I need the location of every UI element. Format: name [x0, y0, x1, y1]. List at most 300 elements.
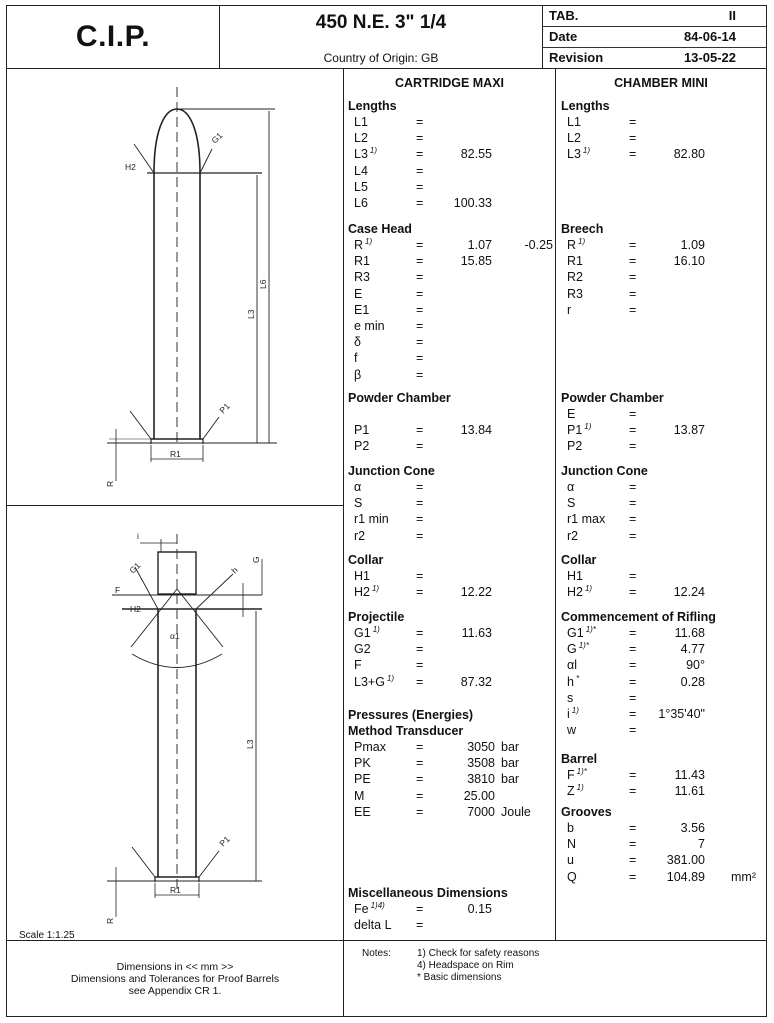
spec-name	[354, 626, 380, 640]
spec-symbol: G2	[354, 642, 371, 657]
spec-row	[561, 423, 766, 439]
spec-value: 11.61	[674, 784, 705, 799]
equals-sign: =	[416, 367, 424, 382]
spec-row	[561, 270, 766, 286]
spec-symbol: e min	[354, 319, 385, 333]
spec-value: 4.77	[680, 642, 705, 657]
spec-name	[354, 115, 368, 129]
equals-sign: =	[629, 270, 637, 285]
spec-value: 13.84	[460, 423, 492, 437]
footnote-ref: 1)	[365, 237, 373, 246]
spec-name	[354, 918, 392, 932]
spec-symbol: P1	[567, 423, 583, 438]
chamber-title: CHAMBER MINI	[614, 76, 708, 90]
spec-name	[567, 287, 583, 301]
spec-row	[561, 115, 766, 131]
spec-symbol: L6	[354, 196, 368, 210]
spec-row	[348, 805, 555, 821]
spec-name	[567, 723, 576, 737]
spec-value: 3.56	[680, 821, 705, 835]
equals-sign: =	[629, 690, 637, 705]
label-h: h	[229, 564, 240, 576]
equals-sign: =	[629, 512, 637, 527]
spec-row	[561, 837, 766, 853]
equals-sign: =	[629, 853, 637, 868]
spec-row	[561, 569, 766, 585]
equals-sign: =	[416, 351, 424, 366]
equals-sign: =	[416, 918, 424, 933]
footnote-ref: 1)	[576, 783, 584, 793]
cartridge-title: CARTRIDGE MAXI	[394, 76, 505, 90]
spec-name	[354, 351, 357, 365]
spec-row	[561, 407, 766, 423]
spec-symbol: L1	[354, 115, 368, 129]
spec-value: 100.33	[453, 196, 492, 210]
equals-sign: =	[629, 784, 637, 799]
chamber-junction-cone-heading: Junction Cone	[561, 464, 648, 478]
equals-sign: =	[629, 302, 637, 317]
spec-name	[567, 707, 579, 721]
equals-sign: =	[416, 254, 424, 269]
spec-name	[354, 254, 370, 268]
spec-name	[567, 115, 581, 129]
footnote-ref: 1)	[369, 146, 378, 156]
date-value: 84-06-14	[683, 29, 736, 44]
spec-symbol: L2	[354, 131, 368, 146]
spec-value: 381.00	[666, 853, 705, 868]
spec-symbol: L2	[567, 131, 581, 146]
spec-row	[561, 496, 766, 512]
spec-row	[561, 131, 766, 147]
label-h2-lower: H2	[130, 604, 141, 614]
spec-row	[348, 147, 555, 163]
spec-symbol: h	[567, 674, 574, 689]
spec-name	[567, 569, 583, 583]
spec-row	[561, 658, 766, 674]
spec-name	[354, 756, 371, 770]
label-r1-lower: R1	[170, 885, 181, 895]
spec-value: 82.80	[673, 147, 705, 162]
equals-sign: =	[416, 496, 424, 511]
spec-symbol: L3	[567, 147, 581, 162]
label-gy: G1	[127, 560, 143, 576]
cip-data-sheet	[6, 5, 767, 1017]
spec-symbol: r	[567, 302, 572, 317]
spec-row	[561, 784, 766, 800]
equals-sign: =	[416, 528, 424, 543]
spec-name	[354, 512, 389, 526]
equals-sign: =	[629, 768, 637, 782]
spec-row	[561, 439, 766, 455]
spec-name	[354, 789, 364, 803]
spec-name	[354, 569, 370, 583]
spec-row	[348, 238, 555, 254]
spec-value: 7000	[467, 804, 495, 819]
cartridge-case-head-heading: Case Head	[348, 222, 412, 236]
footer-dimensions-note	[7, 961, 343, 997]
cartridge-method-heading: Method Transducer	[348, 724, 464, 738]
equals-sign: =	[416, 147, 424, 162]
equals-sign: =	[629, 674, 637, 689]
equals-sign: =	[416, 740, 424, 754]
spec-value: 1.07	[467, 238, 492, 252]
equals-sign: =	[629, 869, 637, 884]
equals-sign: =	[416, 423, 424, 437]
spec-value: 87.32	[460, 674, 492, 689]
spec-row	[561, 512, 766, 528]
label-h2: H2	[125, 162, 136, 172]
cartridge-collar-heading: Collar	[348, 553, 384, 567]
spec-symbol: αl	[567, 658, 578, 673]
label-p1: P1	[217, 400, 232, 416]
spec-name	[354, 319, 385, 333]
spec-value: 3050	[467, 740, 495, 754]
spec-symbol: u	[567, 853, 574, 868]
equals-sign: =	[629, 569, 637, 583]
spec-row	[348, 423, 555, 439]
spec-value: 12.24	[673, 585, 705, 600]
equals-sign: =	[416, 131, 424, 146]
spec-symbol: L1	[567, 115, 581, 129]
spec-row	[348, 642, 555, 658]
spec-row	[348, 351, 555, 367]
spec-name	[354, 164, 368, 178]
spec-value: 104.89	[666, 869, 705, 884]
spec-symbol: delta L	[354, 918, 392, 933]
footnote-ref: 1)	[582, 146, 591, 156]
equals-sign: =	[416, 439, 424, 454]
label-l6: L6	[258, 279, 268, 289]
spec-symbol: G1	[567, 626, 584, 640]
equals-sign: =	[629, 723, 637, 738]
footnote-ref: 1)	[372, 625, 380, 634]
spec-tolerance: -0.25	[524, 238, 553, 252]
label-l3-lower: L3	[245, 739, 255, 749]
spec-symbol: Z	[567, 784, 575, 799]
equals-sign: =	[416, 238, 424, 252]
spec-unit: mm²	[731, 869, 756, 884]
spec-name	[567, 853, 574, 867]
label-p1-lower: P1	[217, 833, 232, 849]
spec-symbol: L3	[354, 147, 368, 162]
footnote-ref: 1)*	[585, 625, 596, 634]
spec-value: 25.00	[463, 788, 495, 803]
spec-row	[348, 303, 555, 319]
spec-row	[561, 723, 766, 739]
spec-symbol: PE	[354, 772, 371, 787]
spec-value: 11.63	[461, 626, 492, 640]
label-r1: R1	[170, 449, 181, 459]
note-1: 1) Check for safety reasons	[417, 948, 540, 959]
chamber-rifling-heading: Commencement of Rifling	[561, 610, 716, 624]
spec-symbol: R	[354, 238, 364, 252]
spec-symbol: N	[567, 837, 577, 852]
spec-name	[567, 675, 579, 689]
spec-name	[567, 768, 587, 782]
cartridge-lengths-heading: Lengths	[348, 99, 397, 113]
spec-name	[354, 131, 368, 145]
spec-symbol: β	[354, 367, 362, 382]
label-f: F	[115, 585, 121, 595]
cartridge-junction-cone-heading: Junction Cone	[348, 464, 435, 478]
spec-row	[348, 585, 555, 601]
spec-symbol: P2	[567, 439, 583, 454]
spec-symbol: i	[567, 707, 570, 721]
spec-value: 13.87	[673, 423, 705, 438]
spec-unit: bar	[501, 756, 520, 771]
spec-row	[348, 569, 555, 585]
equals-sign: =	[416, 286, 424, 301]
spec-row	[561, 821, 766, 837]
equals-sign: =	[416, 674, 424, 689]
spec-row	[348, 496, 555, 512]
spec-unit: bar	[501, 772, 520, 787]
equals-sign: =	[416, 179, 424, 194]
spec-name	[354, 196, 368, 210]
spec-symbol: E1	[354, 302, 370, 317]
spec-row	[348, 319, 555, 335]
equals-sign: =	[416, 302, 424, 317]
spec-symbol: PK	[354, 756, 371, 771]
cartridge-powder-chamber-heading: Powder Chamber	[348, 391, 451, 405]
spec-name	[567, 642, 589, 656]
spec-row	[348, 287, 555, 303]
spec-symbol: s	[567, 690, 574, 705]
spec-row	[348, 675, 555, 691]
label-i: i	[137, 531, 139, 541]
equals-sign: =	[416, 319, 424, 333]
chamber-powder-chamber-heading: Powder Chamber	[561, 391, 664, 405]
equals-sign: =	[629, 147, 637, 162]
spec-value: 11.68	[674, 626, 705, 640]
spec-name	[354, 238, 372, 252]
spec-row	[348, 335, 555, 351]
spec-row	[561, 642, 766, 658]
spec-name	[567, 529, 578, 543]
spec-name	[354, 335, 361, 349]
spec-row	[561, 691, 766, 707]
footnote-ref: 1)	[584, 422, 592, 432]
spec-value: 0.15	[467, 902, 492, 916]
spec-row	[561, 707, 766, 723]
equals-sign: =	[629, 439, 637, 454]
spec-value: 1.09	[680, 238, 705, 252]
spec-row	[348, 480, 555, 496]
spec-row	[561, 238, 766, 254]
spec-name	[354, 423, 369, 437]
label-l3: L3	[246, 309, 256, 319]
spec-row	[348, 196, 555, 212]
equals-sign: =	[629, 238, 637, 252]
footnote-ref: 1)*	[578, 641, 589, 651]
spec-symbol: P1	[354, 423, 370, 437]
equals-sign: =	[416, 772, 424, 787]
equals-sign: =	[416, 642, 424, 657]
spec-name	[567, 691, 573, 705]
spec-symbol: G1	[354, 626, 371, 640]
spec-name	[567, 784, 584, 798]
spec-symbol: H2	[354, 585, 370, 600]
spec-name	[567, 439, 582, 453]
spec-row	[561, 287, 766, 303]
equals-sign: =	[416, 196, 424, 210]
note-basic: * Basic dimensions	[417, 972, 502, 983]
spec-symbol: H1	[567, 569, 583, 583]
spec-value: 1°35'40"	[658, 707, 705, 721]
equals-sign: =	[416, 788, 424, 803]
spec-symbol: M	[354, 788, 365, 803]
spec-name	[354, 772, 371, 786]
spec-symbol: G	[567, 642, 577, 657]
spec-symbol: H1	[354, 569, 370, 583]
spec-symbol: R1	[354, 254, 370, 269]
equals-sign: =	[629, 585, 637, 600]
spec-name	[567, 512, 605, 526]
spec-name	[354, 180, 368, 194]
spec-name	[567, 303, 571, 317]
spec-name	[567, 147, 590, 161]
equals-sign: =	[416, 902, 424, 916]
spec-name	[567, 658, 577, 672]
spec-value: 90°	[686, 658, 705, 673]
spec-row	[348, 180, 555, 196]
equals-sign: =	[629, 131, 637, 146]
label-r: R	[105, 480, 115, 487]
spec-symbol: EE	[354, 804, 371, 819]
spec-row	[561, 254, 766, 270]
spec-name	[567, 480, 574, 494]
equals-sign: =	[416, 626, 424, 640]
spec-value: 15.85	[460, 254, 492, 269]
spec-value: 7	[698, 837, 705, 852]
spec-row	[561, 675, 766, 691]
footnote-ref: 1)	[578, 237, 586, 246]
spec-row	[348, 772, 555, 788]
spec-value: 12.22	[460, 585, 492, 600]
spec-row	[561, 147, 766, 163]
spec-name	[354, 439, 369, 453]
equals-sign: =	[416, 115, 424, 129]
spec-symbol: b	[567, 821, 574, 835]
caliber-title: 450 N.E. 3" 1/4	[315, 12, 447, 33]
spec-symbol: L5	[354, 179, 368, 194]
spec-name	[567, 837, 576, 851]
spec-value: 11.43	[674, 768, 705, 782]
spec-symbol: P2	[354, 439, 370, 454]
spec-row	[348, 658, 555, 674]
label-g: G	[251, 556, 261, 563]
spec-name	[354, 496, 362, 510]
equals-sign: =	[629, 254, 637, 269]
spec-symbol: r1 min	[354, 512, 389, 527]
spec-name	[354, 740, 386, 754]
spec-unit: bar	[501, 740, 520, 754]
spec-name	[567, 238, 585, 252]
spec-name	[567, 870, 577, 884]
spec-symbol: α	[567, 480, 575, 494]
footer-line-3: see Appendix CR 1.	[128, 985, 222, 997]
cartridge-misc-heading: Miscellaneous Dimensions	[348, 886, 508, 900]
spec-symbol: R	[567, 238, 577, 252]
spec-symbol: S	[354, 496, 363, 511]
spec-row	[348, 756, 555, 772]
spec-name	[567, 626, 596, 640]
spec-symbol: F	[567, 768, 575, 782]
spec-symbol: α	[354, 480, 362, 494]
equals-sign: =	[416, 756, 424, 771]
spec-value: 82.55	[460, 147, 492, 162]
spec-value: 3810	[467, 772, 495, 787]
equals-sign: =	[416, 585, 424, 600]
cartridge-pressures-heading: Pressures (Energies)	[348, 708, 474, 722]
label-alpha1: α1	[170, 631, 180, 641]
spec-row	[348, 902, 555, 918]
spec-name	[354, 270, 370, 284]
footnote-ref: 1)	[386, 673, 395, 683]
equals-sign: =	[416, 512, 424, 527]
equals-sign: =	[629, 115, 637, 129]
spec-name	[354, 902, 385, 916]
equals-sign: =	[629, 423, 637, 438]
spec-name	[354, 658, 362, 672]
footer-line-2: Dimensions and Tolerances for Proof Barrels	[70, 973, 280, 985]
spec-symbol: w	[567, 723, 577, 738]
spec-row	[561, 480, 766, 496]
spec-symbol: E	[354, 286, 363, 301]
notes-label: Notes:	[362, 948, 391, 959]
spec-value: 16.10	[673, 254, 705, 269]
spec-name	[567, 585, 592, 599]
spec-symbol: r1 max	[567, 512, 606, 527]
spec-row	[348, 918, 555, 934]
spec-symbol: F	[354, 658, 362, 673]
chamber-lengths-heading: Lengths	[561, 99, 610, 113]
revision-label: Revision	[549, 50, 604, 65]
spec-row	[348, 115, 555, 131]
spec-row	[348, 512, 555, 528]
equals-sign: =	[629, 821, 637, 835]
tab-value: II	[728, 8, 736, 23]
date-label: Date	[549, 29, 578, 44]
spec-name	[567, 270, 583, 284]
spec-row	[561, 870, 766, 886]
spec-name	[354, 642, 371, 656]
equals-sign: =	[629, 496, 637, 511]
footnote-ref: 1)4)	[370, 901, 385, 910]
spec-name	[354, 287, 362, 301]
spec-symbol: R1	[567, 254, 583, 269]
spec-name	[567, 821, 574, 835]
spec-value: 0.28	[680, 674, 705, 689]
spec-symbol: Q	[567, 869, 577, 884]
footer-line-1: Dimensions in << mm >>	[116, 961, 234, 973]
spec-name	[354, 585, 379, 599]
spec-row	[561, 853, 766, 869]
label-g1: G1	[209, 130, 225, 146]
spec-symbol: L3+G	[354, 674, 385, 689]
spec-symbol: R3	[354, 270, 370, 285]
equals-sign: =	[629, 286, 637, 301]
spec-row	[561, 626, 766, 642]
spec-name	[354, 675, 394, 689]
spec-row	[348, 368, 555, 384]
spec-symbol: S	[567, 496, 576, 511]
spec-row	[348, 254, 555, 270]
equals-sign: =	[629, 837, 637, 852]
equals-sign: =	[416, 480, 424, 494]
equals-sign: =	[629, 658, 637, 673]
spec-row	[561, 529, 766, 545]
